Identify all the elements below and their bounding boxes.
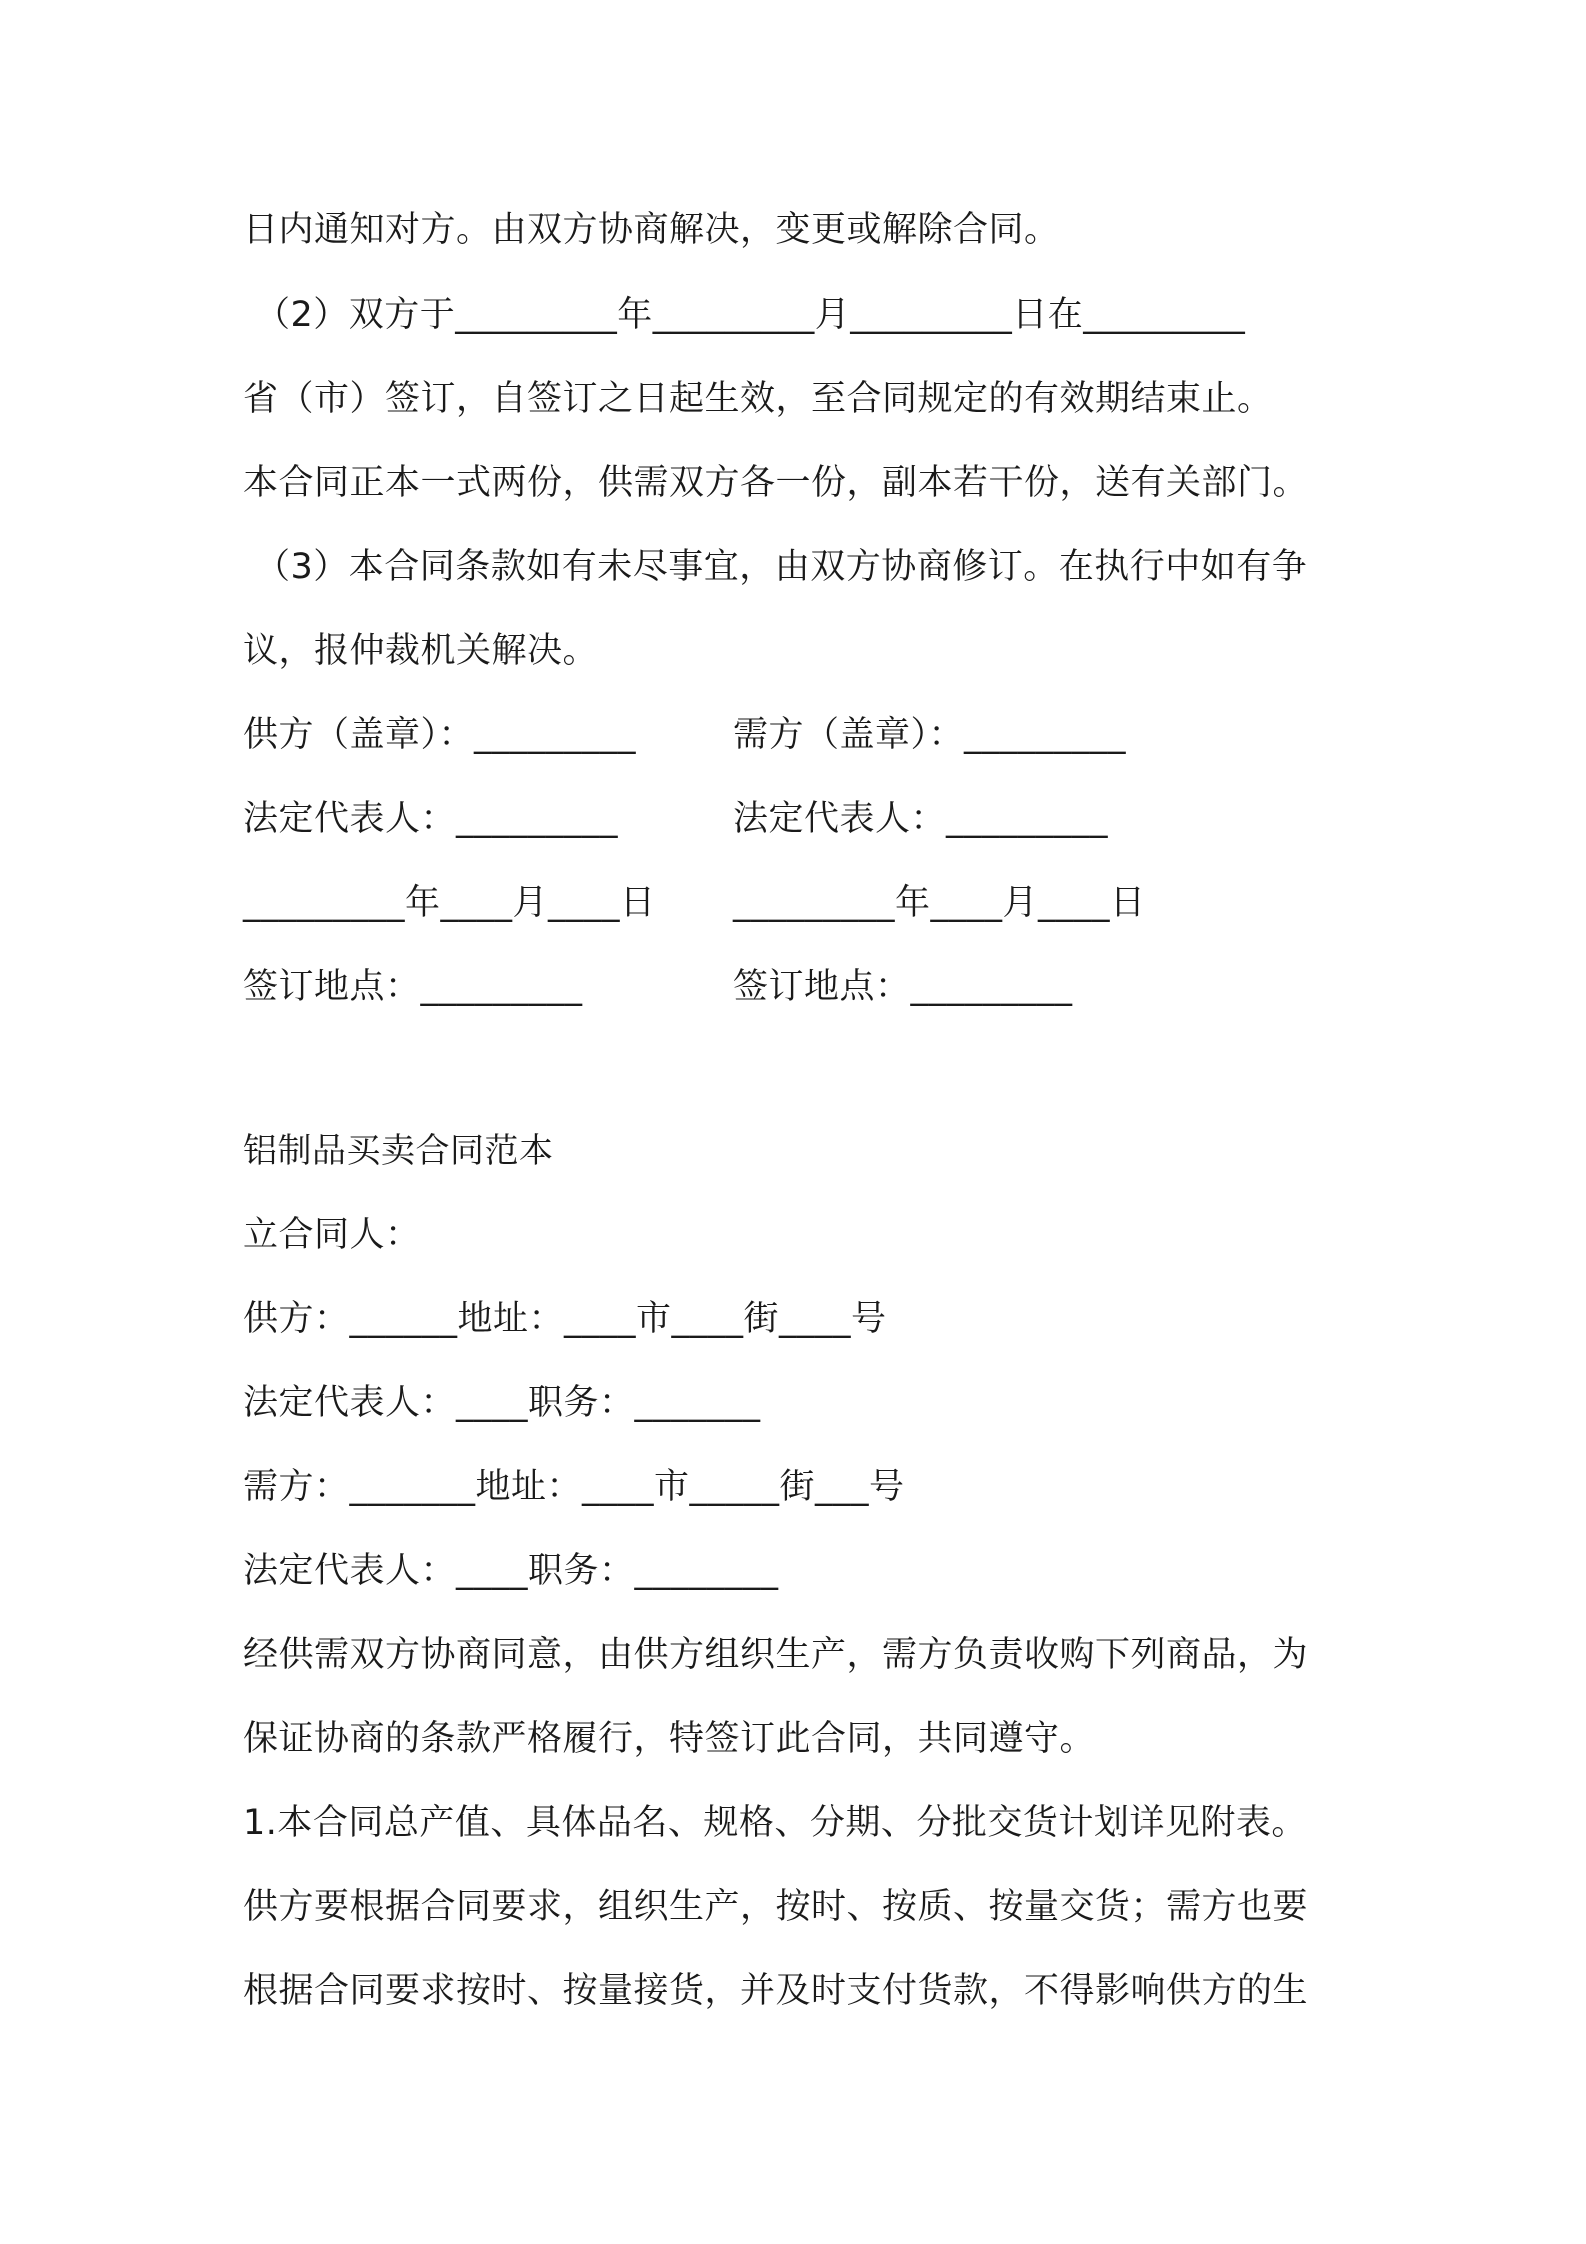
- text-line: 根据合同要求按时、按量接货，并及时支付货款，不得影响供方的生: [243, 1971, 1309, 2011]
- text-line: 供方：______地址：____市____街____号: [243, 1299, 887, 1339]
- text-line: （3）本合同条款如有未尽事宜，由双方协商修订。在执行中如有争: [255, 547, 1308, 587]
- supplier-seal-field: 供方（盖章）：_________: [243, 715, 637, 755]
- buyer-date-field: _________年____月____日: [733, 883, 1146, 923]
- text-line: 法定代表人：____职务：_______: [243, 1383, 761, 1423]
- buyer-location-field: 签订地点：_________: [733, 967, 1073, 1007]
- text-line: 需方：_______地址：____市_____街___号: [243, 1467, 905, 1507]
- text-line: 保证协商的条款严格履行，特签订此合同，共同遵守。: [243, 1719, 1096, 1759]
- text-line: 1.本合同总产值、具体品名、规格、分期、分批交货计划详见附表。: [243, 1803, 1307, 1843]
- text-line: （2）双方于_________年_________月_________日在_________: [255, 295, 1246, 335]
- text-line: 日内通知对方。由双方协商解决，变更或解除合同。: [243, 210, 1060, 250]
- text-line: 本合同正本一式两份，供需双方各一份，副本若干份，送有关部门。: [243, 463, 1309, 503]
- text-line: 法定代表人：____职务：________: [243, 1551, 779, 1591]
- text-line: 经供需双方协商同意，由供方组织生产，需方负责收购下列商品，为: [243, 1635, 1309, 1675]
- supplier-representative-field: 法定代表人：_________: [243, 799, 619, 839]
- buyer-seal-field: 需方（盖章）：_________: [733, 715, 1127, 755]
- text-line: 议，报仲裁机关解决。: [243, 631, 599, 671]
- text-line: 立合同人：: [243, 1215, 421, 1255]
- text-line: 供方要根据合同要求，组织生产，按时、按质、按量交货；需方也要: [243, 1887, 1309, 1927]
- text-line: 省（市）签订，自签订之日起生效，至合同规定的有效期结束止。: [243, 379, 1273, 419]
- supplier-location-field: 签订地点：_________: [243, 967, 583, 1007]
- section-title: 铝制品买卖合同范本: [243, 1131, 554, 1171]
- supplier-date-field: _________年____月____日: [243, 883, 656, 923]
- buyer-representative-field: 法定代表人：_________: [733, 799, 1109, 839]
